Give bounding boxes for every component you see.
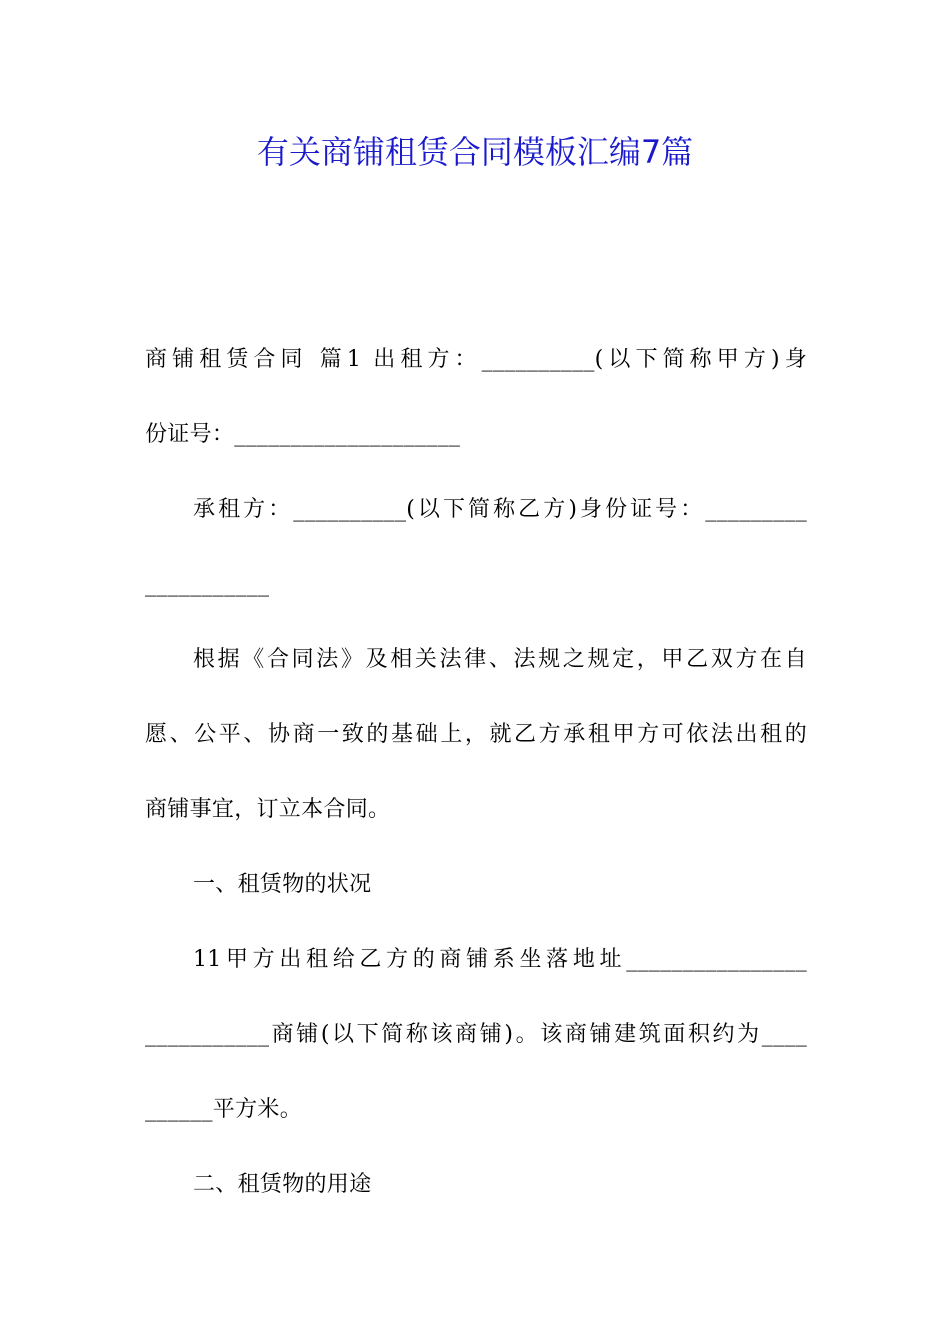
text-line-6: 愿、公平、协商一致的基础上，就乙方承租甲方可依法出租的 [145,722,807,747]
text-line-7: 商铺事宜，订立本合同。 [145,797,391,822]
text-line-3: 承租方：__________(以下简称乙方)身份证号：_________ [193,497,807,522]
text-line-10: ___________商铺(以下简称该商铺)。该商铺建筑面积约为____ [145,1022,807,1047]
document-title: 有关商铺租赁合同模板汇编7篇 [256,133,694,171]
document-body [145,322,807,1222]
text-line-2: 份证号：____________________ [145,422,461,447]
text-line-12: 二、租赁物的用途 [193,1172,372,1197]
text-line-8: 一、租赁物的状况 [193,872,372,897]
text-line-1: 商铺租赁合同 篇1 出租方：__________(以下简称甲方)身 [145,347,807,372]
text-line-9: 11甲方出租给乙方的商铺系坐落地址________________ [193,947,807,972]
text-line-11: ______平方米。 [145,1097,303,1122]
text-line-5: 根据《合同法》及相关法律、法规之规定，甲乙双方在自 [193,647,807,672]
text-line-4: ___________ [145,572,270,597]
